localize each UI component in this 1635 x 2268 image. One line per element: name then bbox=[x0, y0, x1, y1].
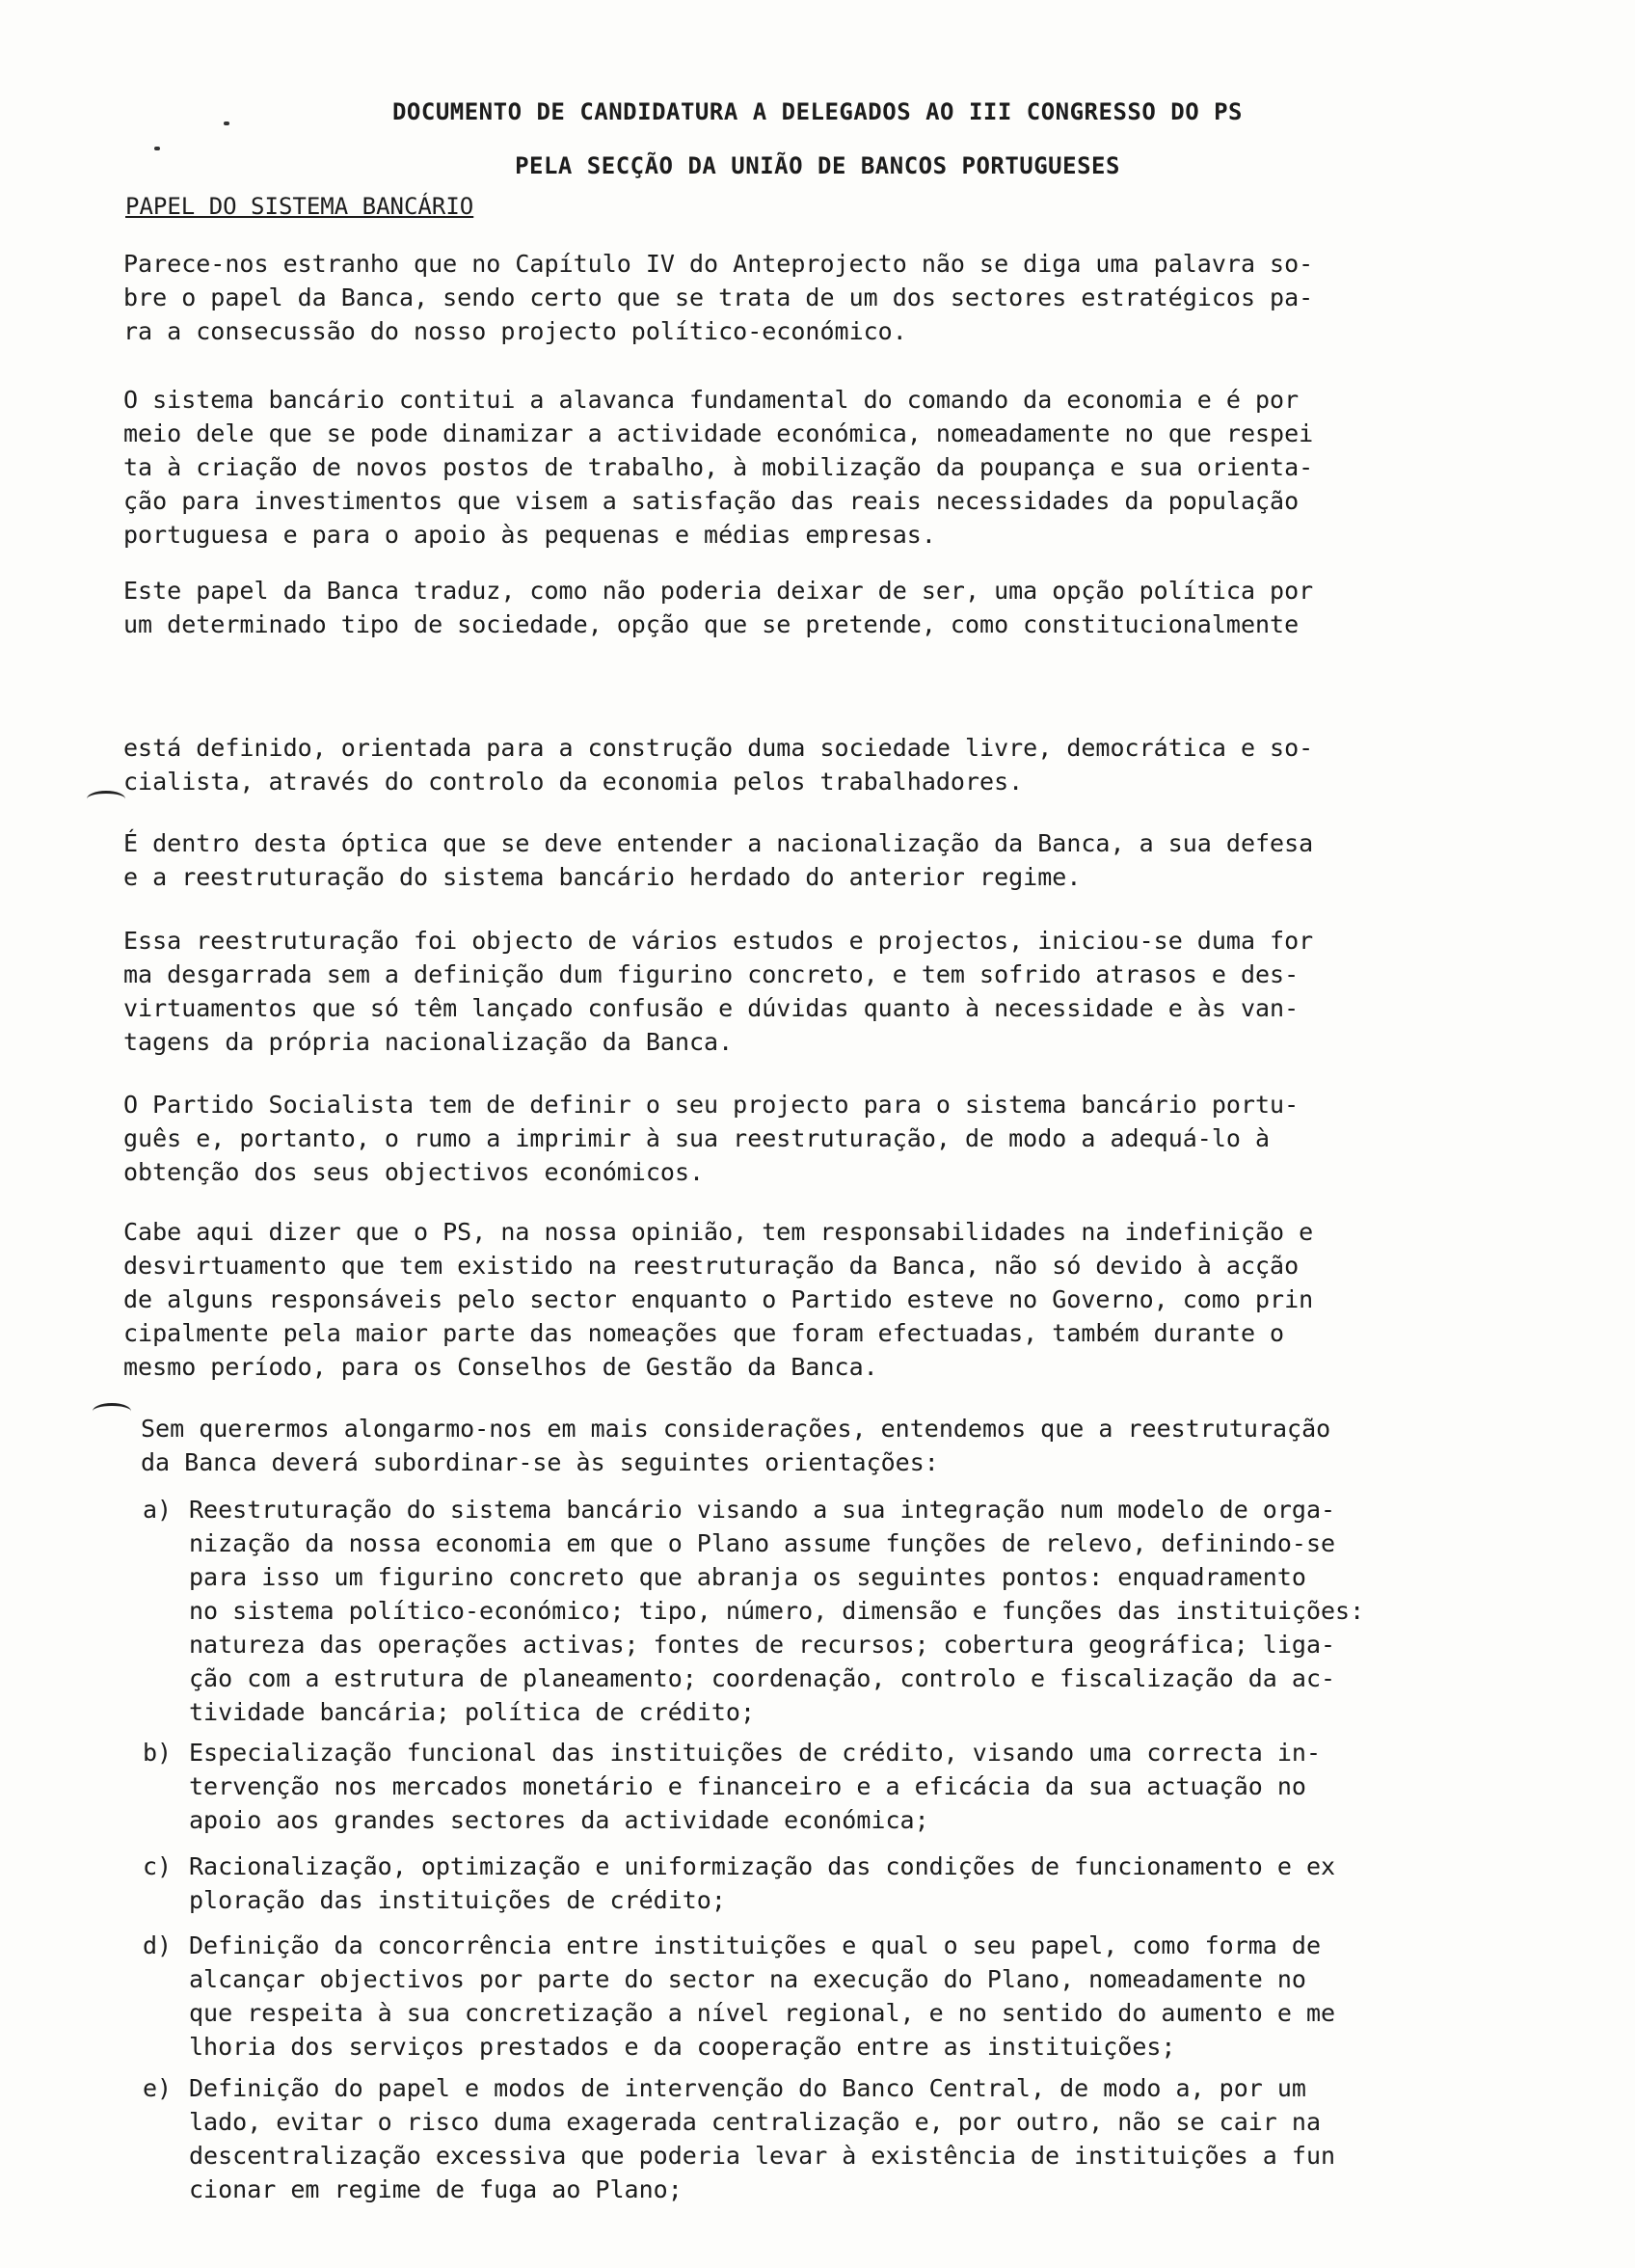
document-title-line-1: DOCUMENTO DE CANDIDATURA A DELEGADOS AO III CONGRESSO DO PS bbox=[391, 98, 1243, 125]
paragraph-8: Cabe aqui dizer que o PS, na nossa opinião, tem responsabilidades na indefinição e desvirtuamento que tem existido na reestruturação da Banca, não só devido à acção de alguns responsáveis pelo sector enquanto o Partido esteve no Governo, como prin cipalmente pela maior parte das nomeações que foram efectuadas, também durante o mesmo período, para os Conselhos de Gestão da Banca. bbox=[123, 1218, 1314, 1381]
list-item-text: Especialização funcional das instituições de crédito, visando uma correcta in- tervenção nos mercados monetário e financeiro e a eficácia da sua actuação no apoio aos grandes sectores da actividade económica; bbox=[189, 1739, 1321, 1834]
list-marker: d) bbox=[143, 1931, 173, 1959]
paragraph-3: Este papel da Banca traduz, como não poderia deixar de ser, uma opção política por um determinado tipo de sociedade, opção que se pretende, como constitucionalmente bbox=[123, 577, 1314, 638]
list-item-e bbox=[143, 2071, 1531, 2206]
list-item-text: Reestruturação do sistema bancário visando a sua integração num modelo de orga- nização da nossa economia em que o Plano assume funções de relevo, definindo-se para isso um figurino concreto que abranja os seguintes pontos: enquadramento no sistema político-económico; tipo, número, dimensão e funções das instituições: natureza das operações activas; fontes de recursos; cobertura geográfica; liga- ção com a estrutura de planeamento; coordenação, controlo e fiscalização da ac- tividade bancária; política de crédito; bbox=[189, 1496, 1365, 1726]
paragraph-6: Essa reestruturação foi objecto de vários estudos e projectos, iniciou-se duma for ma desgarrada sem a definição dum figurino concreto, e tem sofrido atrasos e des- virtuamentos que só têm lançado confusão e dúvidas quanto à necessidade e às van- tagens da própria nacionalização da Banca. bbox=[123, 927, 1314, 1056]
paragraph-4: está definido, orientada para a construção duma sociedade livre, democrática e so- cialista, através do controlo da economia pelos trabalhadores. bbox=[123, 734, 1314, 796]
list-marker: b) bbox=[143, 1739, 173, 1767]
list-item-text: Racionalização, optimização e uniformização das condições de funcionamento e ex ploração das instituições de crédito; bbox=[189, 1852, 1336, 1914]
paragraph-5: É dentro desta óptica que se deve entender a nacionalização da Banca, a sua defesa e a reestruturação do sistema bancário herdado do anterior regime. bbox=[123, 829, 1314, 891]
paragraph-1: Parece-nos estranho que no Capítulo IV do Anteprojecto não se diga uma palavra so- bre o papel da Banca, sendo certo que se trata de um dos sectores estratégicos pa- ra a consecussão do nosso projecto político-económico. bbox=[123, 250, 1314, 345]
list-item-text: Definição da concorrência entre instituições e qual o seu papel, como forma de alcançar objectivos por parte do sector na execução do Plano, nomeadamente no que respeita à sua concretização a nível regional, e no sentido do aumento e me lhoria dos serviços prestados e da cooperação entre as instituições; bbox=[189, 1931, 1336, 2061]
list-marker: a) bbox=[143, 1496, 173, 1524]
paragraph-7: O Partido Socialista tem de definir o seu projecto para o sistema bancário portu- guês e, portanto, o rumo a imprimir à sua reestruturação, de modo a adequá-lo à obtenção dos seus objectivos económicos. bbox=[123, 1091, 1300, 1186]
list-item-a bbox=[143, 1493, 1531, 1729]
stray-mark bbox=[154, 147, 160, 150]
paragraph-9: Sem querermos alongarmo-nos em mais considerações, entendemos que a reestruturação da Banca deverá subordinar-se às seguintes orientações: bbox=[141, 1415, 1331, 1476]
list-marker: c) bbox=[143, 1852, 173, 1880]
list-item-b bbox=[143, 1736, 1531, 1837]
margin-bracket-mark bbox=[93, 1403, 131, 1419]
list-item-text: Definição do papel e modos de intervenção do Banco Central, de modo a, por um lado, evitar o risco duma exagerada centralização e, por outro, não se cair na descentralização excessiva que poderia levar à existência de instituições a fun cionar em regime de fuga ao Plano; bbox=[189, 2074, 1336, 2203]
list-marker: e) bbox=[143, 2074, 173, 2102]
document-title-line-2: PELA SECÇÃO DA UNIÃO DE BANCOS PORTUGUESES bbox=[515, 152, 1120, 179]
list-item-d bbox=[143, 1929, 1531, 2064]
list-item-c bbox=[143, 1850, 1531, 1917]
paragraph-2: O sistema bancário contitui a alavanca fundamental do comando da economia e é por meio dele que se pode dinamizar a actividade económica, nomeadamente no que respei ta à criação de novos postos de trabalho, à mobilização da poupança e sua orienta- ção para investimentos que visem a satisfação das reais necessidades da população portuguesa e para o apoio às pequenas e médias empresas. bbox=[123, 386, 1314, 549]
margin-bracket-mark bbox=[87, 791, 125, 807]
section-heading: PAPEL DO SISTEMA BANCÁRIO bbox=[125, 193, 474, 220]
